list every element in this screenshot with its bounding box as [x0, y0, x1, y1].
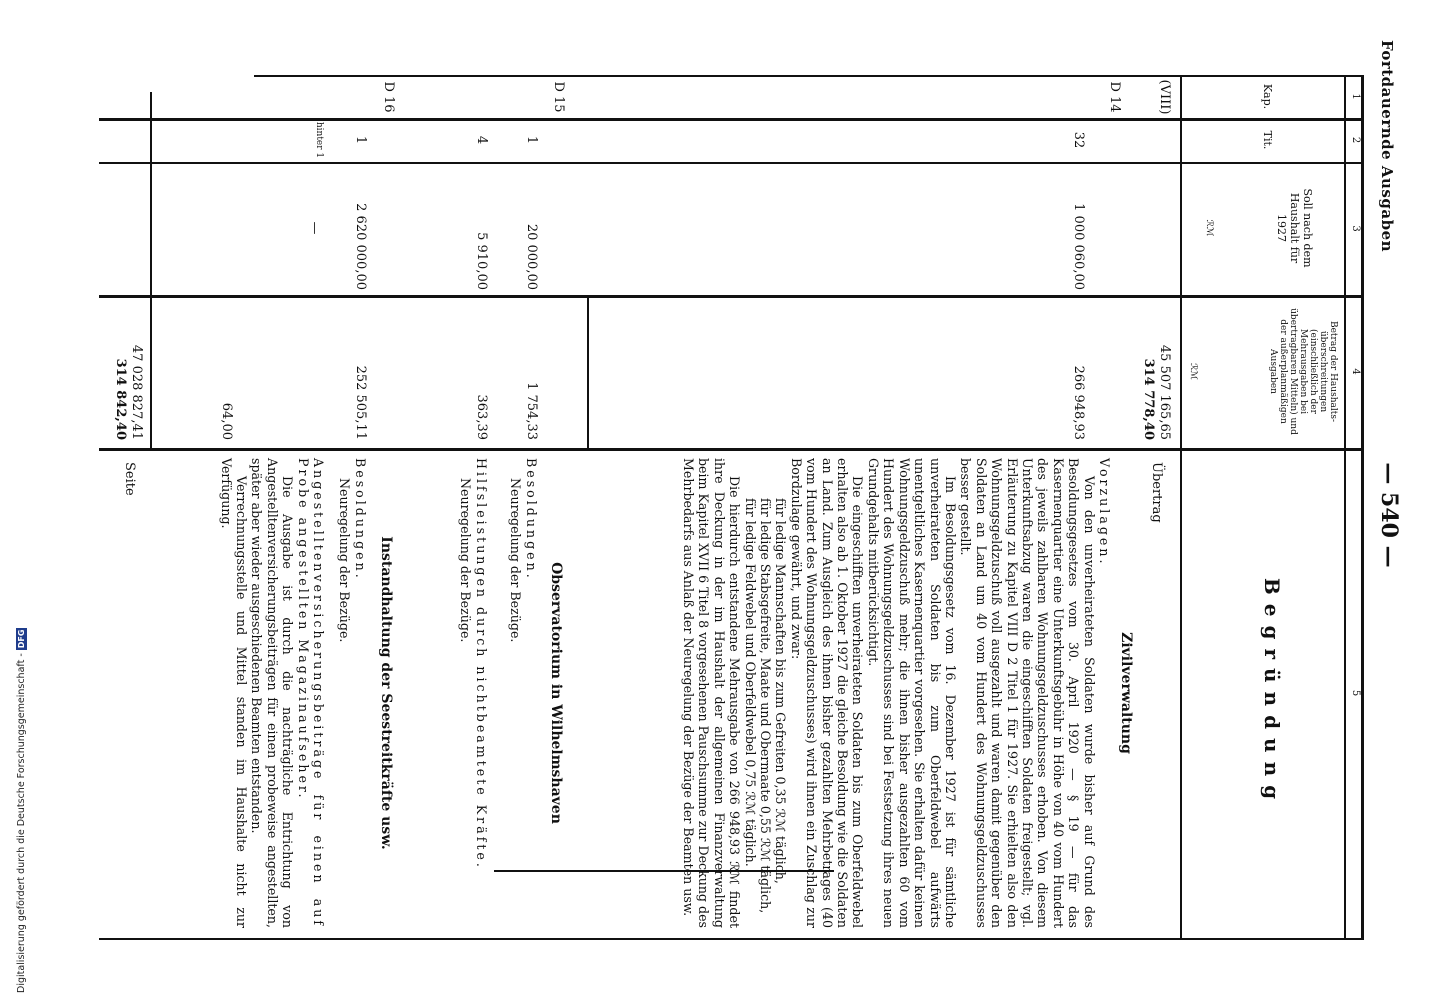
header-soll: Soll nach dem Haushalt für 1927: [1275, 188, 1314, 268]
colnum-1: 1: [1350, 93, 1361, 100]
amount2-d15: 363,39: [474, 394, 489, 440]
col-tit-rule: [99, 162, 1364, 164]
colnum-2: 2: [1350, 136, 1361, 144]
tit2-d15: 4: [474, 135, 489, 145]
item3-d14: für ledige Feldwebel und Oberfeldwebel 0,75 ℛℳ täglich.: [742, 498, 758, 867]
title1-d15: Besoldungen.: [524, 458, 539, 581]
title-d14: Vorzulagen.: [1097, 458, 1112, 567]
kap-d16: D 16: [381, 81, 396, 113]
para1-d14: Von den unverheirateten Soldaten wurde bisher auf Grund des Besoldungsgesetzes vom 30. April 1920 — § 19 — für das Kasernenquartier eine Unterkunftsgebühr in Höhe von 40 vom Hundert des jeweils zahlbaren Wohnungsgeldzuschusses erhoben. Von diesem Unterkunftsabzug waren die eingeschifften Soldaten freigestellt; vgl. Erläuterung zu Kapitel VIII D 2 Titel 1 für 1927. Sie erhielten also den Wohnungsgeldzuschuß voll ausgezahlt und waren damit gegenüber den Soldaten an Land um 40 vom Hundert des Wohnungsgeldzuschusses besser gestellt.: [958, 458, 1097, 928]
amount-d14: 266 948,93: [1071, 365, 1086, 440]
footer: [0, 0, 30, 1000]
title2-d16: Angestelltenversicherungsbeiträge für einen auf Probe angestellten Magazinaufseher.: [295, 458, 326, 928]
seite-rule: [151, 92, 153, 448]
text1-d15: Neuregelung der Bezüge.: [508, 478, 523, 643]
colnum-5: 5: [1350, 689, 1361, 697]
text1-d16: Neuregelung der Bezüge.: [337, 478, 352, 643]
soll2-d15: 5 910,00: [474, 232, 489, 290]
footer-credit-text: Digitalisierung gefördert durch die Deutsche Forschungsgemeinschaft -: [16, 653, 27, 993]
col-soll-rule: [99, 295, 1364, 298]
tit-d14: 32: [1071, 131, 1086, 149]
header-betrag-unit: ℛℳ: [1188, 363, 1198, 380]
running-head: Fortdauernde Ausgaben: [1378, 40, 1396, 253]
title2-d15: Hilfsleistungen durch nichtbeamtete Kräfte.: [474, 458, 489, 870]
col-kap-rule: [99, 118, 1364, 121]
table-right-rule: [99, 938, 1364, 940]
seite-label: Seite: [122, 462, 137, 496]
header-begruendung: Begründung: [1260, 577, 1284, 809]
uebertrag-amount-bold: 314 778,40: [1141, 358, 1156, 440]
amount1-d16: 252 505,11: [353, 365, 368, 440]
header-tit: Tit.: [1261, 130, 1274, 150]
soll1-d16: 2 620 000,00: [353, 203, 368, 290]
col-betrag-rule: [99, 448, 1364, 451]
table-left-rule: [254, 75, 1364, 77]
uebertrag-amount-main: 45 507 165,65: [1157, 344, 1172, 440]
header-bottom-rule: [1181, 75, 1183, 939]
kap-d14: D 14: [1107, 81, 1122, 113]
heading-d15: Observatorium in Wilhelmshaven: [548, 562, 564, 824]
table-top-rule: [1361, 75, 1364, 939]
colnum-3: 3: [1350, 225, 1361, 232]
begruendung-d16-item2: [218, 458, 326, 928]
kap-uebertrag: (VIII): [1157, 79, 1172, 115]
dfg-logo: DFG: [17, 629, 26, 649]
amount2-d16: 64,00: [219, 402, 234, 440]
soll1-d15: 20 000,00: [524, 223, 539, 290]
soll-d14: 1 000 060,00: [1071, 203, 1086, 290]
soll2-d16: —: [307, 221, 322, 235]
text2b-d16: Verrechnungsstelle und Mittel standen im Haushalte nicht zur Verfügung.: [218, 458, 249, 928]
amount1-d15: 1 754,33: [524, 382, 539, 440]
footer-credit: [16, 628, 27, 993]
text2a-d16: Die Ausgabe ist durch die nachträgliche Entrichtung von Angestelltenversicherungsbeiträgen für einen probeweise angestellten, später aber wieder ausgeschiedenen Beamten entstanden.: [249, 458, 296, 928]
title1-d16: Besoldungen.: [353, 458, 368, 581]
heading-d16: Instandhaltung der Seestreitkräfte usw.: [378, 536, 394, 850]
tit2-d16: hinter 1: [314, 121, 324, 159]
colnum-rule: [1345, 75, 1347, 939]
header-soll-unit: ℛℳ: [1204, 219, 1214, 237]
header-betrag: Betrag der Haushalts-überschreitungen (einschließlich der Mehrausgaben bei übertragbaren Mitteln) und der außerplanmäßigen Ausgaben: [1268, 308, 1338, 435]
para3-d14: Die eingeschifften unverheirateten Soldaten bis zum Oberfeldwebel erhalten also ab 1. Oktober 1927 die gleiche Besoldung wie die Soldaten an Land. Zum Ausgleich des ihnen bisher gezahlten Mehrbetrages (40 vom Hundert des Wohnungsgeldzuschusses) wird ihnen ein Zuschlag zur Bordzulage gewährt, und zwar:: [788, 458, 866, 928]
seite-amount-bold: 314 842,40: [113, 358, 128, 440]
page-number: — 540 —: [1376, 462, 1402, 568]
tit1-d15: 1: [524, 135, 539, 145]
text2-d15: Neuregelung der Bezüge.: [458, 478, 473, 643]
tit1-d16: 1: [353, 135, 368, 145]
sum-rule: [588, 295, 590, 448]
seite-amount-main: 47 028 827,41: [129, 344, 144, 440]
para4-d14: Die hierdurch entstandene Mehrausgabe von 266 948,93 ℛℳ findet ihre Deckung in der im Haushalt der allgemeinen Finanzverwaltung beim Kapitel XVII 6 Titel 8 vorgesehenen Pauschsumme zur Deckung des Mehrbedarfs aus Anlaß der Neuregelung der Bezüge der Beamten usw.: [681, 458, 743, 928]
kap-d15: D 15: [551, 81, 566, 113]
uebertrag-label: Übertrag: [1149, 462, 1164, 523]
item1-d14: für ledige Mannschaften bis zum Gefreiten 0,35 ℛℳ täglich,: [773, 498, 789, 884]
para2-d14: Im Besoldungsgesetz vom 16. Dezember 1927 ist für sämtliche unverheirateten Soldaten bis zum Oberfeldwebel aufwärts unentgeltliches Kasernenquartier vorgesehen. Sie erhalten dafür keinen Wohnungsgeldzuschuß mehr; die ihnen bisher ausgezahlten 60 vom Hundert des Wohnungsgeldzuschusses sind bei Festsetzung ihres neuen Grundgehalts mitberücksichtigt.: [865, 458, 958, 928]
begruendung-d14: [681, 458, 1134, 928]
header-kap: Kap.: [1261, 83, 1274, 110]
colnum-4: 4: [1350, 368, 1361, 375]
heading-d14: Zivilverwaltung: [1118, 632, 1134, 754]
item2-d14: für ledige Stabsgefreite, Maate und Obermaate 0,55 ℛℳ täglich,: [758, 498, 774, 914]
